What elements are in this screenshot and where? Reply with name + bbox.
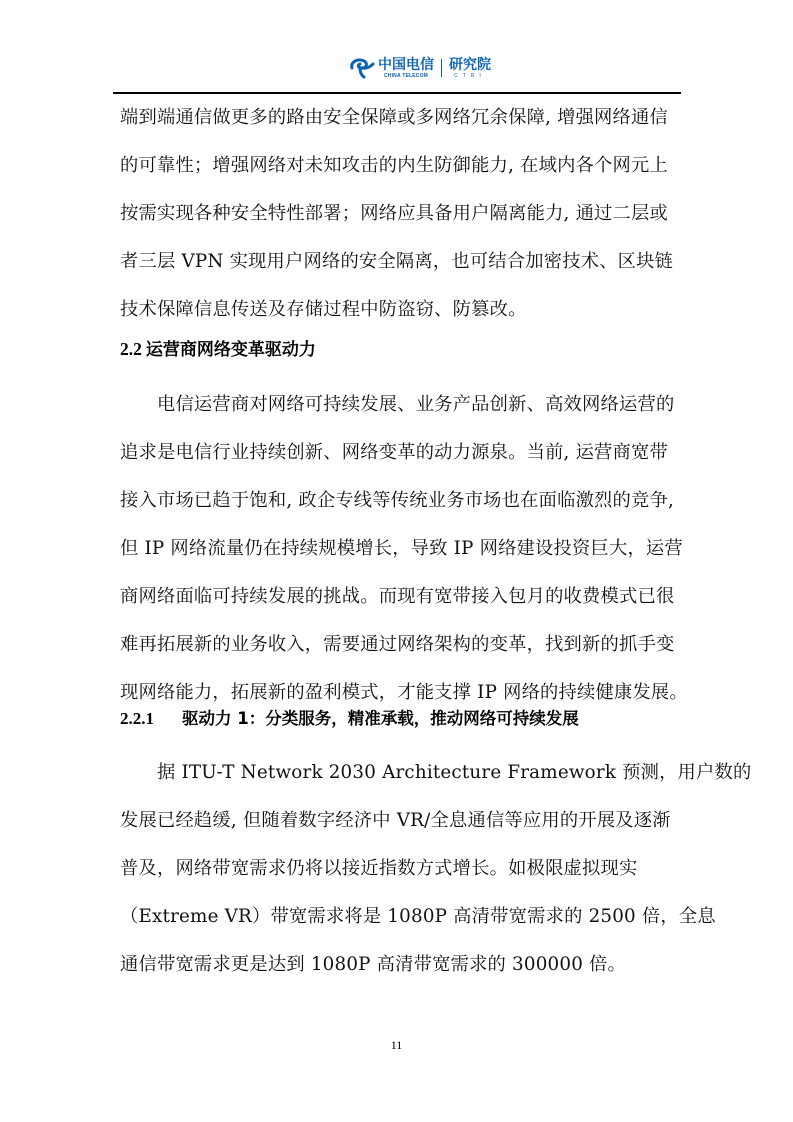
section-2-2-1-paragraph [120,749,752,989]
paragraph-line: 发展已经趋缓, 但随着数字经济中 VR/全息通信等应用的开展及逐渐 [120,810,671,831]
brand-name [378,57,434,80]
brand-name-en: CHINA TELECOM [383,72,429,79]
section-heading-2-2-1 [120,705,579,729]
paragraph-line: 电信运营商对网络可持续发展、业务产品创新、高效网络运营的 [120,394,675,415]
paragraph-line: 难再拓展新的业务收入，需要通过网络架构的变革，找到新的抓手变 [120,634,675,655]
paragraph-line: 按需实现各种安全特性部署；网络应具备用户隔离能力, 通过二层或 [120,203,668,224]
section-title: 驱动力 1：分类服务，精准承载，推动网络可持续发展 [182,709,579,728]
paragraph-line: （Extreme VR）带宽需求将是 1080P 高清带宽需求的 2500 倍，全息 [120,906,716,927]
paragraph-line: 者三层 VPN 实现用户网络的安全隔离，也可结合加密技术、区块链 [120,251,674,272]
paragraph-line: 技术保障信息传送及存储过程中防盗窃、防篡改。 [120,299,527,320]
page-number: 11 [390,1038,403,1052]
paragraph-line: 商网络面临可持续发展的挑战。而现有宽带接入包月的收费模式已很 [120,586,675,607]
institute-name-en: CTRI [454,72,486,79]
paragraph-line: 现网络能力，拓展新的盈利模式，才能支撑 IP 网络的持续健康发展。 [120,682,688,703]
intro-paragraph [120,94,675,334]
section-number: 2.2.1 [120,709,154,728]
china-telecom-logo-icon [348,56,376,80]
section-number: 2.2 [120,339,142,359]
paragraph-line: 据 ITU-T Network 2030 Architecture Framework 预测，用户数的 [120,762,752,783]
section-2-2-paragraph [120,381,688,717]
section-heading-2-2 [120,335,316,360]
page-header [0,52,793,88]
paragraph-line: 端到端通信做更多的路由安全保障或多网络冗余保障, 增强网络通信 [120,107,668,128]
paragraph-line: 但 IP 网络流量仍在持续规模增长，导致 IP 网络建设投资巨大，运营 [120,538,683,559]
paragraph-line: 通信带宽需求更是达到 1080P 高清带宽需求的 300000 倍。 [120,954,626,975]
institute-name-cn: 研究院 [449,56,491,73]
paragraph-line: 的可靠性；增强网络对未知攻击的内生防御能力, 在域内各个网元上 [120,155,668,176]
paragraph-line: 追求是电信行业持续创新、网络变革的动力源泉。当前, 运营商宽带 [120,442,668,463]
section-title: 运营商网络变革驱动力 [145,340,316,360]
brand-name-cn: 中国电信 [378,56,434,73]
paragraph-line: 普及，网络带宽需求仍将以接近指数方式增长。如极限虚拟现实 [120,858,638,879]
logo-divider [441,59,442,77]
paragraph-line: 接入市场已趋于饱和, 政企专线等传统业务市场也在面临激烈的竞争, [120,490,674,511]
institute-name [449,57,491,80]
logo [348,56,491,80]
